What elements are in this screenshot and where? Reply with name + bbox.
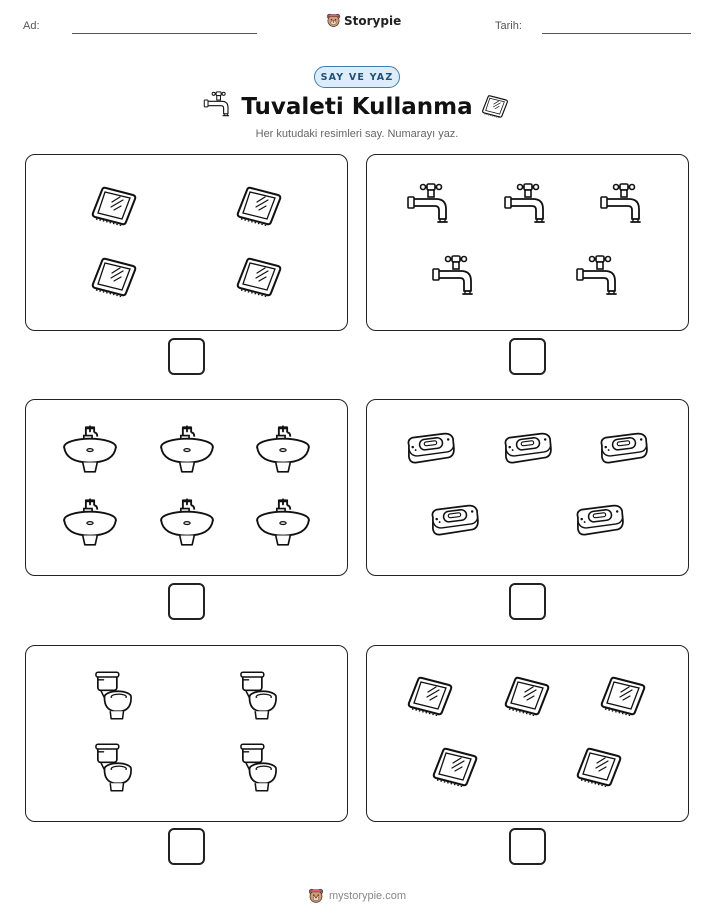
towel-icon — [599, 673, 647, 721]
soap-icon — [403, 428, 457, 474]
page-title: Tuvaleti Kullanma — [241, 94, 473, 120]
faucet-icon — [599, 181, 647, 229]
brand-logo — [326, 13, 401, 28]
date-label: Tarih: — [495, 20, 522, 32]
sink-icon — [254, 423, 312, 473]
bear-logo-icon — [326, 13, 341, 28]
toilet-icon — [240, 671, 278, 721]
instructions: Her kutudaki resimleri say. Numarayı yaz. — [255, 128, 459, 140]
count-panel-soaps — [366, 399, 689, 576]
towel-icon — [503, 673, 551, 721]
towel-icon — [235, 183, 283, 231]
towel-icon — [431, 744, 479, 792]
sink-icon — [61, 423, 119, 473]
name-label: Ad: — [23, 20, 40, 32]
soap-icon — [427, 500, 481, 546]
answer-box[interactable] — [168, 338, 205, 375]
towel-icon — [235, 254, 283, 302]
faucet-icon — [503, 181, 551, 229]
faucet-icon — [575, 253, 623, 301]
sink-icon — [254, 496, 312, 546]
towel-icon — [575, 744, 623, 792]
sink-icon — [61, 496, 119, 546]
sink-icon — [158, 496, 216, 546]
answer-box[interactable] — [509, 583, 546, 620]
faucet-icon — [431, 253, 479, 301]
soap-icon — [500, 428, 554, 474]
activity-badge: SAY VE YAZ — [314, 66, 400, 88]
toilet-icon — [95, 671, 133, 721]
answer-box[interactable] — [168, 828, 205, 865]
towel-icon — [90, 254, 138, 302]
answer-box[interactable] — [509, 828, 546, 865]
towel-icon — [481, 93, 509, 121]
toilet-icon — [240, 743, 278, 793]
towel-icon — [90, 183, 138, 231]
sink-icon — [158, 423, 216, 473]
count-panel-toilets — [25, 645, 348, 822]
toilet-icon — [95, 743, 133, 793]
name-field[interactable] — [72, 33, 257, 34]
count-panel-towels — [25, 154, 348, 331]
date-field[interactable] — [542, 33, 691, 34]
count-panel-towels-2 — [366, 645, 689, 822]
soap-icon — [572, 500, 626, 546]
answer-box[interactable] — [509, 338, 546, 375]
answer-box[interactable] — [168, 583, 205, 620]
soap-icon — [596, 428, 650, 474]
footer — [0, 888, 714, 904]
faucet-icon — [406, 181, 454, 229]
bear-logo-icon — [308, 888, 324, 904]
towel-icon — [406, 673, 454, 721]
brand-name: Storypie — [344, 13, 402, 28]
footer-url: mystorypie.com — [328, 890, 407, 902]
